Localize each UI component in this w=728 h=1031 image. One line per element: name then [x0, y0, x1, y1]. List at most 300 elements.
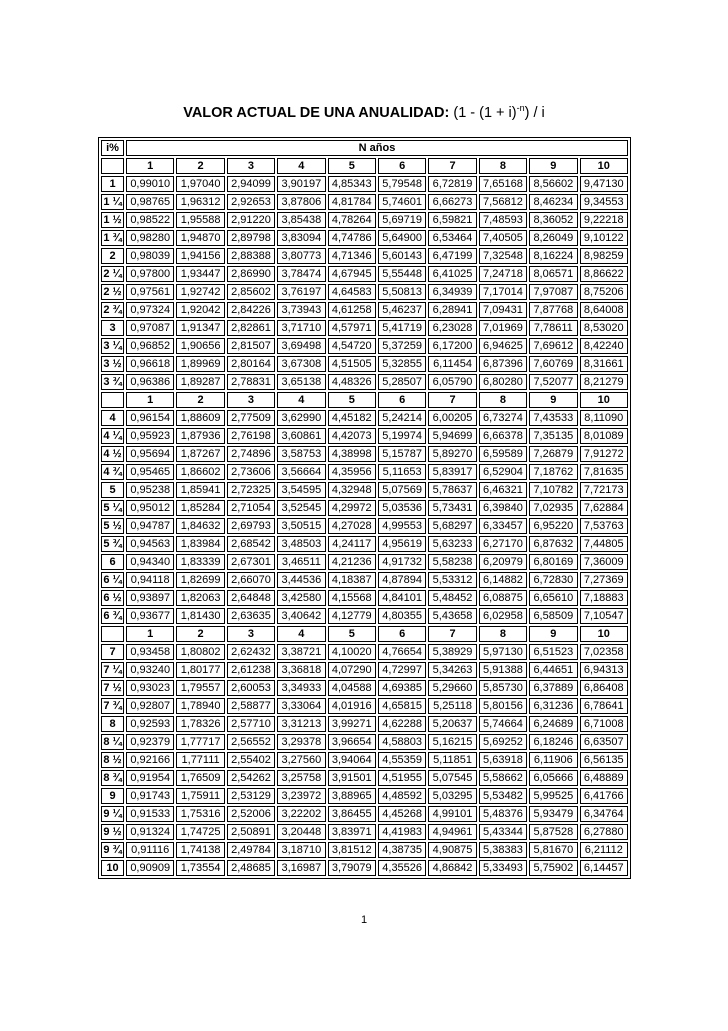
value-cell: 6,48889 — [580, 770, 628, 786]
value-cell: 8,16224 — [529, 248, 577, 264]
value-cell: 3,94064 — [328, 752, 376, 768]
value-cell: 2,60053 — [227, 680, 275, 696]
year-label: 2 — [176, 392, 224, 408]
value-cell: 6,72830 — [529, 572, 577, 588]
value-cell: 4,07290 — [328, 662, 376, 678]
value-cell: 4,99101 — [428, 806, 476, 822]
value-cell: 4,18387 — [328, 572, 376, 588]
table-row — [101, 302, 628, 318]
value-cell: 4,85343 — [328, 176, 376, 192]
value-cell: 1,96312 — [176, 194, 224, 210]
value-cell: 5,91388 — [479, 662, 527, 678]
value-cell: 3,27560 — [277, 752, 325, 768]
value-cell: 7,52077 — [529, 374, 577, 390]
formula-text: $(1 - (1 + i)^{-n}) / i$ — [453, 103, 545, 121]
value-cell: 0,91743 — [126, 788, 174, 804]
value-cell: 6,05790 — [428, 374, 476, 390]
value-cell: 1,94156 — [176, 248, 224, 264]
year-label: 4 — [277, 158, 325, 174]
rate-cell: 7 ¾ — [101, 698, 124, 714]
value-cell: 2,74896 — [227, 446, 275, 462]
years-row — [101, 158, 628, 174]
rate-cell: 2 — [101, 248, 124, 264]
value-cell: 6,17200 — [428, 338, 476, 354]
value-cell: 7,56812 — [479, 194, 527, 210]
value-cell: 5,58662 — [479, 770, 527, 786]
value-cell: 4,01916 — [328, 698, 376, 714]
value-cell: 5,87528 — [529, 824, 577, 840]
year-label: 6 — [378, 392, 426, 408]
value-cell: 5,20637 — [428, 716, 476, 732]
table-row — [101, 860, 628, 876]
table-row — [101, 410, 628, 426]
value-cell: 6,87396 — [479, 356, 527, 372]
table-row — [101, 356, 628, 372]
value-cell: 5,73431 — [428, 500, 476, 516]
value-cell: 0,98280 — [126, 230, 174, 246]
value-cell: 5,63233 — [428, 536, 476, 552]
value-cell: 3,58753 — [277, 446, 325, 462]
value-cell: 0,91116 — [126, 842, 174, 858]
value-cell: 9,10122 — [580, 230, 628, 246]
value-cell: 3,83094 — [277, 230, 325, 246]
value-cell: 4,12779 — [328, 608, 376, 624]
year-label: 10 — [580, 392, 628, 408]
value-cell: 5,53482 — [479, 788, 527, 804]
value-cell: 1,82699 — [176, 572, 224, 588]
value-cell: 5,60143 — [378, 248, 426, 264]
rate-cell: 4 — [101, 410, 124, 426]
value-cell: 3,60861 — [277, 428, 325, 444]
value-cell: 6,02958 — [479, 608, 527, 624]
table-row — [101, 644, 628, 660]
value-cell: 0,94118 — [126, 572, 174, 588]
year-label: 8 — [479, 392, 527, 408]
table-row — [101, 554, 628, 570]
year-label: 10 — [580, 158, 628, 174]
value-cell: 1,93447 — [176, 266, 224, 282]
value-cell: 4,62288 — [378, 716, 426, 732]
value-cell: 0,98039 — [126, 248, 174, 264]
value-cell: 2,77509 — [227, 410, 275, 426]
value-cell: 2,58877 — [227, 698, 275, 714]
value-cell: 4,58803 — [378, 734, 426, 750]
value-cell: 5,85730 — [479, 680, 527, 696]
value-cell: 4,61258 — [328, 302, 376, 318]
value-cell: 1,89287 — [176, 374, 224, 390]
rate-cell: 8 — [101, 716, 124, 732]
value-cell: 1,80177 — [176, 662, 224, 678]
value-cell: 0,93023 — [126, 680, 174, 696]
table-row — [101, 176, 628, 192]
value-cell: 4,65815 — [378, 698, 426, 714]
value-cell: 7,44805 — [580, 536, 628, 552]
value-cell: 1,80802 — [176, 644, 224, 660]
years-row — [101, 392, 628, 408]
value-cell: 4,69385 — [378, 680, 426, 696]
value-cell: 5,89270 — [428, 446, 476, 462]
value-cell: 5,19974 — [378, 428, 426, 444]
value-cell: 4,71346 — [328, 248, 376, 264]
value-cell: 5,41719 — [378, 320, 426, 336]
value-cell: 0,95694 — [126, 446, 174, 462]
value-cell: 3,48503 — [277, 536, 325, 552]
title-text: VALOR ACTUAL DE UNA ANUALIDAD: — [183, 104, 450, 121]
value-cell: 5,03536 — [378, 500, 426, 516]
table-row — [101, 338, 628, 354]
value-cell: 7,09431 — [479, 302, 527, 318]
rate-cell: 7 ¼ — [101, 662, 124, 678]
value-cell: 2,63635 — [227, 608, 275, 624]
value-cell: 4,94961 — [428, 824, 476, 840]
year-label: 7 — [428, 158, 476, 174]
rate-cell: 9 ½ — [101, 824, 124, 840]
value-cell: 1,90656 — [176, 338, 224, 354]
value-cell: 4,04588 — [328, 680, 376, 696]
value-cell: 4,87894 — [378, 572, 426, 588]
value-cell: 2,62432 — [227, 644, 275, 660]
value-cell: 0,98522 — [126, 212, 174, 228]
table-row — [101, 464, 628, 480]
value-cell: 6,41766 — [580, 788, 628, 804]
value-cell: 7,32548 — [479, 248, 527, 264]
rate-cell: 5 ¾ — [101, 536, 124, 552]
value-cell: 3,81512 — [328, 842, 376, 858]
value-cell: 7,97087 — [529, 284, 577, 300]
value-cell: 6,14457 — [580, 860, 628, 876]
value-cell: 3,79079 — [328, 860, 376, 876]
rate-cell: 3 ¼ — [101, 338, 124, 354]
rate-cell: 4 ¼ — [101, 428, 124, 444]
value-cell: 0,91533 — [126, 806, 174, 822]
value-cell: 1,83339 — [176, 554, 224, 570]
years-row-blank — [101, 158, 124, 174]
value-cell: 0,99010 — [126, 176, 174, 192]
value-cell: 3,29378 — [277, 734, 325, 750]
value-cell: 0,91954 — [126, 770, 174, 786]
value-cell: 0,98765 — [126, 194, 174, 210]
value-cell: 2,56552 — [227, 734, 275, 750]
table-row — [101, 482, 628, 498]
value-cell: 6,95220 — [529, 518, 577, 534]
year-label: 4 — [277, 392, 325, 408]
value-cell: 0,96852 — [126, 338, 174, 354]
value-cell: 5,68297 — [428, 518, 476, 534]
year-label: 7 — [428, 626, 476, 642]
value-cell: 8,46234 — [529, 194, 577, 210]
value-cell: 6,72819 — [428, 176, 476, 192]
value-cell: 6,20979 — [479, 554, 527, 570]
value-cell: 4,90875 — [428, 842, 476, 858]
value-cell: 2,68542 — [227, 536, 275, 552]
value-cell: 2,88388 — [227, 248, 275, 264]
year-label: 1 — [126, 626, 174, 642]
value-cell: 6,46321 — [479, 482, 527, 498]
value-cell: 6,51523 — [529, 644, 577, 660]
value-cell: 1,84632 — [176, 518, 224, 534]
value-cell: 7,24718 — [479, 266, 527, 282]
rate-cell: 3 ½ — [101, 356, 124, 372]
value-cell: 6,52904 — [479, 464, 527, 480]
value-cell: 3,16987 — [277, 860, 325, 876]
year-label: 7 — [428, 392, 476, 408]
value-cell: 0,95012 — [126, 500, 174, 516]
value-cell: 4,29972 — [328, 500, 376, 516]
rate-cell: 2 ¼ — [101, 266, 124, 282]
value-cell: 6,78641 — [580, 698, 628, 714]
value-cell: 6,28941 — [428, 302, 476, 318]
table-row — [101, 662, 628, 678]
value-cell: 4,54720 — [328, 338, 376, 354]
value-cell: 4,41983 — [378, 824, 426, 840]
value-cell: 2,64848 — [227, 590, 275, 606]
value-cell: 9,22218 — [580, 212, 628, 228]
value-cell: 6,00205 — [428, 410, 476, 426]
value-cell: 5,33493 — [479, 860, 527, 876]
value-cell: 2,50891 — [227, 824, 275, 840]
value-cell: 2,72325 — [227, 482, 275, 498]
value-cell: 5,83917 — [428, 464, 476, 480]
year-label: 3 — [227, 626, 275, 642]
value-cell: 2,67301 — [227, 554, 275, 570]
rate-cell: 9 — [101, 788, 124, 804]
value-cell: 1,79557 — [176, 680, 224, 696]
value-cell: 3,87806 — [277, 194, 325, 210]
rate-cell: 4 ¾ — [101, 464, 124, 480]
value-cell: 2,71054 — [227, 500, 275, 516]
value-cell: 6,63507 — [580, 734, 628, 750]
value-cell: 7,01969 — [479, 320, 527, 336]
table-row — [101, 608, 628, 624]
value-cell: 5,69252 — [479, 734, 527, 750]
value-cell: 2,73606 — [227, 464, 275, 480]
value-cell: 2,91220 — [227, 212, 275, 228]
years-row-blank — [101, 392, 124, 408]
value-cell: 1,76509 — [176, 770, 224, 786]
value-cell: 2,86990 — [227, 266, 275, 282]
value-cell: 8,21279 — [580, 374, 628, 390]
value-cell: 7,10782 — [529, 482, 577, 498]
value-cell: 2,49784 — [227, 842, 275, 858]
value-cell: 6,59821 — [428, 212, 476, 228]
rate-cell: 6 — [101, 554, 124, 570]
value-cell: 3,18710 — [277, 842, 325, 858]
value-cell: 8,75206 — [580, 284, 628, 300]
value-cell: 7,72173 — [580, 482, 628, 498]
table-row — [101, 788, 628, 804]
table-row — [101, 230, 628, 246]
value-cell: 6,66378 — [479, 428, 527, 444]
table-row — [101, 734, 628, 750]
value-cell: 6,21112 — [580, 842, 628, 858]
value-cell: 5,34263 — [428, 662, 476, 678]
value-cell: 5,43658 — [428, 608, 476, 624]
value-cell: 5,46237 — [378, 302, 426, 318]
value-cell: 5,38929 — [428, 644, 476, 660]
rate-header: i% — [101, 140, 124, 156]
value-cell: 2,85602 — [227, 284, 275, 300]
value-cell: 4,91732 — [378, 554, 426, 570]
years-row-blank — [101, 626, 124, 642]
rate-cell: 2 ¾ — [101, 302, 124, 318]
value-cell: 5,11851 — [428, 752, 476, 768]
value-cell: 3,88965 — [328, 788, 376, 804]
value-cell: 6,59589 — [479, 446, 527, 462]
value-cell: 0,93240 — [126, 662, 174, 678]
value-cell: 8,26049 — [529, 230, 577, 246]
value-cell: 0,97561 — [126, 284, 174, 300]
value-cell: 2,48685 — [227, 860, 275, 876]
value-cell: 3,25758 — [277, 770, 325, 786]
value-cell: 4,76654 — [378, 644, 426, 660]
table-row — [101, 680, 628, 696]
value-cell: 7,26879 — [529, 446, 577, 462]
value-cell: 7,81635 — [580, 464, 628, 480]
value-cell: 6,05666 — [529, 770, 577, 786]
value-cell: 4,15568 — [328, 590, 376, 606]
value-cell: 7,62884 — [580, 500, 628, 516]
value-cell: 0,93897 — [126, 590, 174, 606]
value-cell: 7,27369 — [580, 572, 628, 588]
value-cell: 2,80164 — [227, 356, 275, 372]
value-cell: 3,90197 — [277, 176, 325, 192]
value-cell: 5,38383 — [479, 842, 527, 858]
value-cell: 3,62990 — [277, 410, 325, 426]
value-cell: 6,27880 — [580, 824, 628, 840]
table-row — [101, 770, 628, 786]
table-header-row — [101, 140, 628, 156]
value-cell: 0,92166 — [126, 752, 174, 768]
value-cell: 5,29660 — [428, 680, 476, 696]
value-cell: 6,34764 — [580, 806, 628, 822]
value-cell: 6,14882 — [479, 572, 527, 588]
table-row — [101, 824, 628, 840]
value-cell: 7,02358 — [580, 644, 628, 660]
value-cell: 4,51505 — [328, 356, 376, 372]
value-cell: 4,27028 — [328, 518, 376, 534]
value-cell: 4,42073 — [328, 428, 376, 444]
value-cell: 4,72997 — [378, 662, 426, 678]
value-cell: 1,88609 — [176, 410, 224, 426]
rate-cell: 7 — [101, 644, 124, 660]
value-cell: 7,48593 — [479, 212, 527, 228]
value-cell: 1,97040 — [176, 176, 224, 192]
value-cell: 3,91501 — [328, 770, 376, 786]
value-cell: 6,87632 — [529, 536, 577, 552]
value-cell: 7,18883 — [580, 590, 628, 606]
rate-cell: 8 ¼ — [101, 734, 124, 750]
value-cell: 0,96618 — [126, 356, 174, 372]
table-row — [101, 266, 628, 282]
value-cell: 1,77717 — [176, 734, 224, 750]
value-cell: 8,98259 — [580, 248, 628, 264]
rate-cell: 1 ¼ — [101, 194, 124, 210]
value-cell: 7,40505 — [479, 230, 527, 246]
value-cell: 5,55448 — [378, 266, 426, 282]
year-label: 6 — [378, 626, 426, 642]
year-label: 5 — [328, 626, 376, 642]
rate-cell: 1 ½ — [101, 212, 124, 228]
value-cell: 6,53464 — [428, 230, 476, 246]
value-cell: 5,99525 — [529, 788, 577, 804]
value-cell: 1,92742 — [176, 284, 224, 300]
rate-cell: 6 ¼ — [101, 572, 124, 588]
value-cell: 5,74664 — [479, 716, 527, 732]
value-cell: 2,66070 — [227, 572, 275, 588]
value-cell: 2,81507 — [227, 338, 275, 354]
value-cell: 0,97087 — [126, 320, 174, 336]
value-cell: 5,79548 — [378, 176, 426, 192]
rate-cell: 2 ½ — [101, 284, 124, 300]
value-cell: 2,53129 — [227, 788, 275, 804]
year-label: 9 — [529, 158, 577, 174]
value-cell: 3,23972 — [277, 788, 325, 804]
table-row — [101, 374, 628, 390]
rate-cell: 3 ¾ — [101, 374, 124, 390]
value-cell: 0,95465 — [126, 464, 174, 480]
value-cell: 1,95588 — [176, 212, 224, 228]
year-label: 5 — [328, 392, 376, 408]
value-cell: 7,78611 — [529, 320, 577, 336]
value-cell: 3,33064 — [277, 698, 325, 714]
rate-cell: 9 ¾ — [101, 842, 124, 858]
value-cell: 4,24117 — [328, 536, 376, 552]
value-cell: 3,71710 — [277, 320, 325, 336]
value-cell: 5,93479 — [529, 806, 577, 822]
value-cell: 6,56135 — [580, 752, 628, 768]
value-cell: 4,80355 — [378, 608, 426, 624]
value-cell: 7,36009 — [580, 554, 628, 570]
value-cell: 3,73943 — [277, 302, 325, 318]
value-cell: 6,34939 — [428, 284, 476, 300]
table-row — [101, 446, 628, 462]
value-cell: 0,90909 — [126, 860, 174, 876]
value-cell: 4,64583 — [328, 284, 376, 300]
rate-cell: 4 ½ — [101, 446, 124, 462]
value-cell: 6,11454 — [428, 356, 476, 372]
value-cell: 6,65610 — [529, 590, 577, 606]
year-label: 9 — [529, 392, 577, 408]
rate-cell: 8 ½ — [101, 752, 124, 768]
value-cell: 5,37259 — [378, 338, 426, 354]
value-cell: 5,24214 — [378, 410, 426, 426]
value-cell: 6,94625 — [479, 338, 527, 354]
value-cell: 9,34553 — [580, 194, 628, 210]
value-cell: 6,86408 — [580, 680, 628, 696]
value-cell: 0,94787 — [126, 518, 174, 534]
value-cell: 3,38721 — [277, 644, 325, 660]
value-cell: 4,21236 — [328, 554, 376, 570]
table-row — [101, 518, 628, 534]
rate-cell: 1 — [101, 176, 124, 192]
value-cell: 1,92042 — [176, 302, 224, 318]
value-cell: 1,85284 — [176, 500, 224, 516]
rate-cell: 7 ½ — [101, 680, 124, 696]
value-cell: 7,02935 — [529, 500, 577, 516]
value-cell: 0,92807 — [126, 698, 174, 714]
value-cell: 4,57971 — [328, 320, 376, 336]
value-cell: 1,89969 — [176, 356, 224, 372]
value-cell: 0,95238 — [126, 482, 174, 498]
value-cell: 1,91347 — [176, 320, 224, 336]
value-cell: 6,31236 — [529, 698, 577, 714]
value-cell: 4,48326 — [328, 374, 376, 390]
value-cell: 6,80169 — [529, 554, 577, 570]
value-cell: 0,97800 — [126, 266, 174, 282]
value-cell: 3,31213 — [277, 716, 325, 732]
value-cell: 4,84101 — [378, 590, 426, 606]
value-cell: 1,75911 — [176, 788, 224, 804]
